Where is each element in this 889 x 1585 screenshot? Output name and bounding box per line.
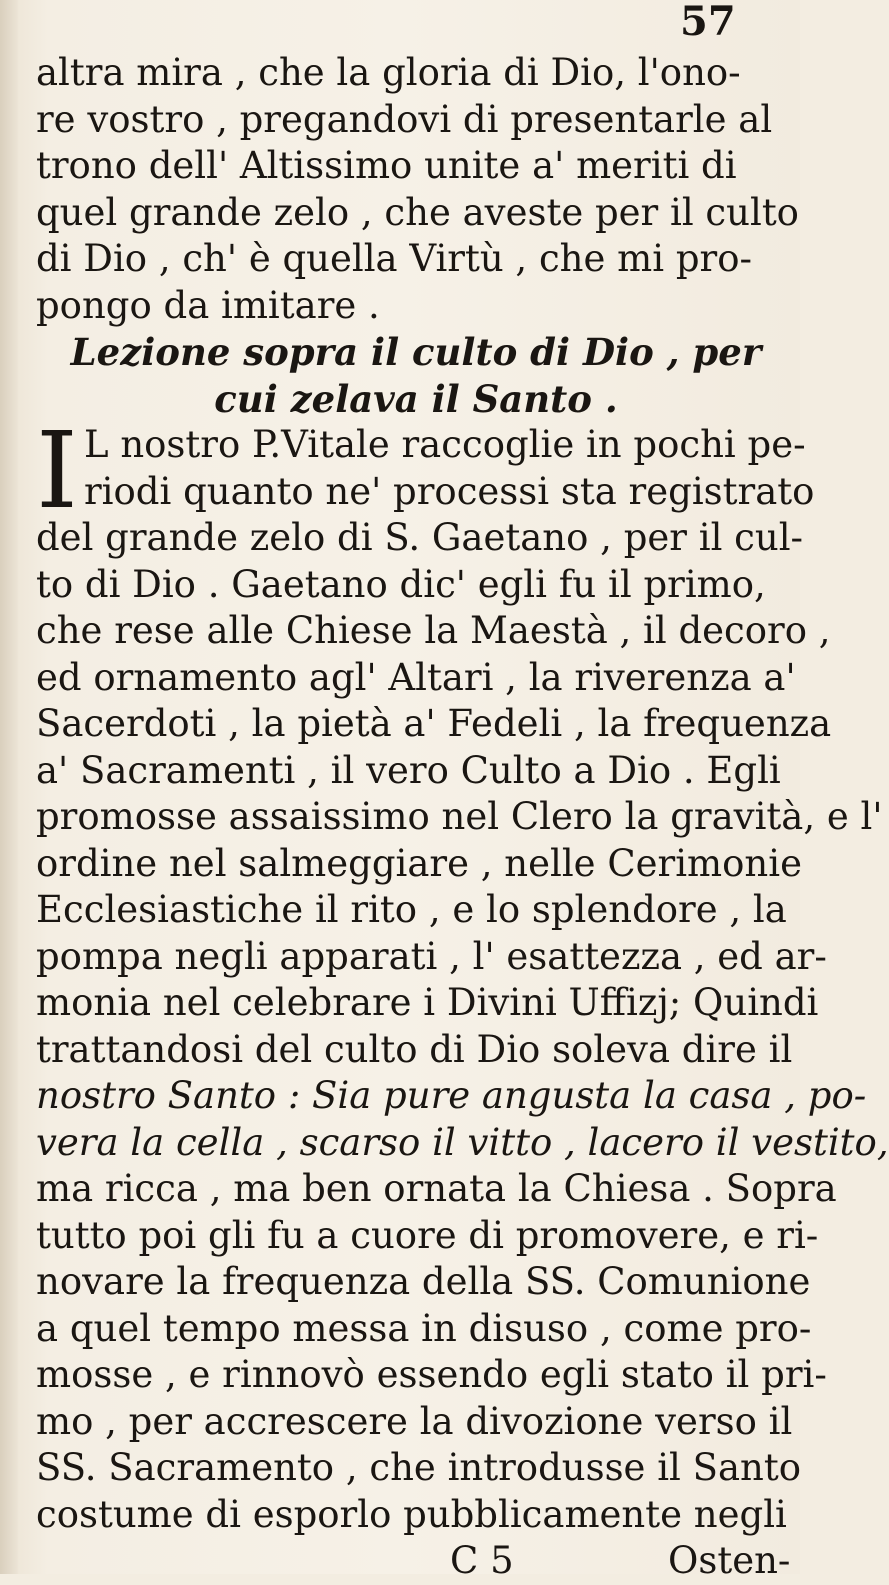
text-line: di Dio , ch' è quella Virtù , che mi pro- (36, 237, 752, 280)
text-block (36, 50, 889, 1585)
text-line: nostro Santo : Sia pure angusta la casa , po- (36, 1074, 867, 1117)
footer-row (36, 1538, 796, 1585)
text-line: pongo da imitare . (36, 283, 380, 327)
text-line: riodi quanto ne' processi sta registrato (84, 469, 815, 513)
signature-mark: C 5 (450, 1539, 514, 1582)
text-line: altra mira , che la gloria di Dio, l'ono- (36, 51, 741, 94)
text-line: re vostro , pregandovi di presentarle al (36, 97, 773, 141)
page-number: 57 (680, 0, 736, 45)
drop-cap-initial: I (36, 409, 78, 532)
text-line: mo , per accrescere la divozione verso il (36, 1399, 793, 1443)
text-line: del grande zelo di S. Gaetano , per il cul- (36, 516, 804, 559)
text-line: quel grande zelo , che aveste per il culto (36, 190, 799, 234)
text-line: a' Sacramenti , il vero Culto a Dio . Egli (36, 748, 781, 792)
text-line: to di Dio . Gaetano dic' egli fu il primo, (36, 562, 766, 606)
text-line: vera la cella , scarso il vitto , lacero il vestito, (36, 1120, 889, 1164)
text-line: a quel tempo messa in disuso , come pro- (36, 1306, 812, 1350)
section-heading: cui zelava il Santo . (214, 376, 618, 421)
text-line: L nostro P.Vitale raccoglie in pochi pe- (84, 423, 806, 466)
text-line: trattandosi del culto di Dio soleva dire il (36, 1027, 793, 1071)
text-line: monia nel celebrare i Divini Uffizj; Quindi (36, 981, 819, 1024)
text-line: trono dell' Altissimo unite a' meriti di (36, 144, 737, 187)
text-line: tutto poi gli fu a cuore di promovere, e ri- (36, 1213, 819, 1257)
text-line: SS. Sacramento , che introdusse il Santo (36, 1446, 802, 1489)
catchword: Osten- (668, 1539, 791, 1582)
binding-edge (0, 0, 18, 1574)
section-heading: Lezione sopra il culto di Dio , per (70, 330, 762, 374)
text-line: Sacerdoti , la pietà a' Fedeli , la frequenza (36, 702, 832, 745)
text-line: ma ricca , ma ben ornata la Chiesa . Sopra (36, 1167, 837, 1210)
text-line: pompa negli apparati , l' esattezza , ed ar- (36, 934, 827, 978)
text-line: novare la frequenza della SS. Comunione (36, 1260, 811, 1303)
text-line: ed ornamento agl' Altari , la riverenza a' (36, 655, 796, 699)
text-line: ordine nel salmeggiare , nelle Cerimonie (36, 841, 802, 885)
text-line: costume di esporlo pubblicamente negli (36, 1492, 787, 1536)
text-line: mosse , e rinnovò essendo egli stato il pri- (36, 1353, 827, 1396)
text-line: che rese alle Chiese la Maestà , il decoro , (36, 609, 831, 652)
text-line: promosse assaissimo nel Clero la gravità, e l' (36, 795, 883, 838)
text-line: Ecclesiastiche il rito , e lo splendore , la (36, 888, 787, 931)
